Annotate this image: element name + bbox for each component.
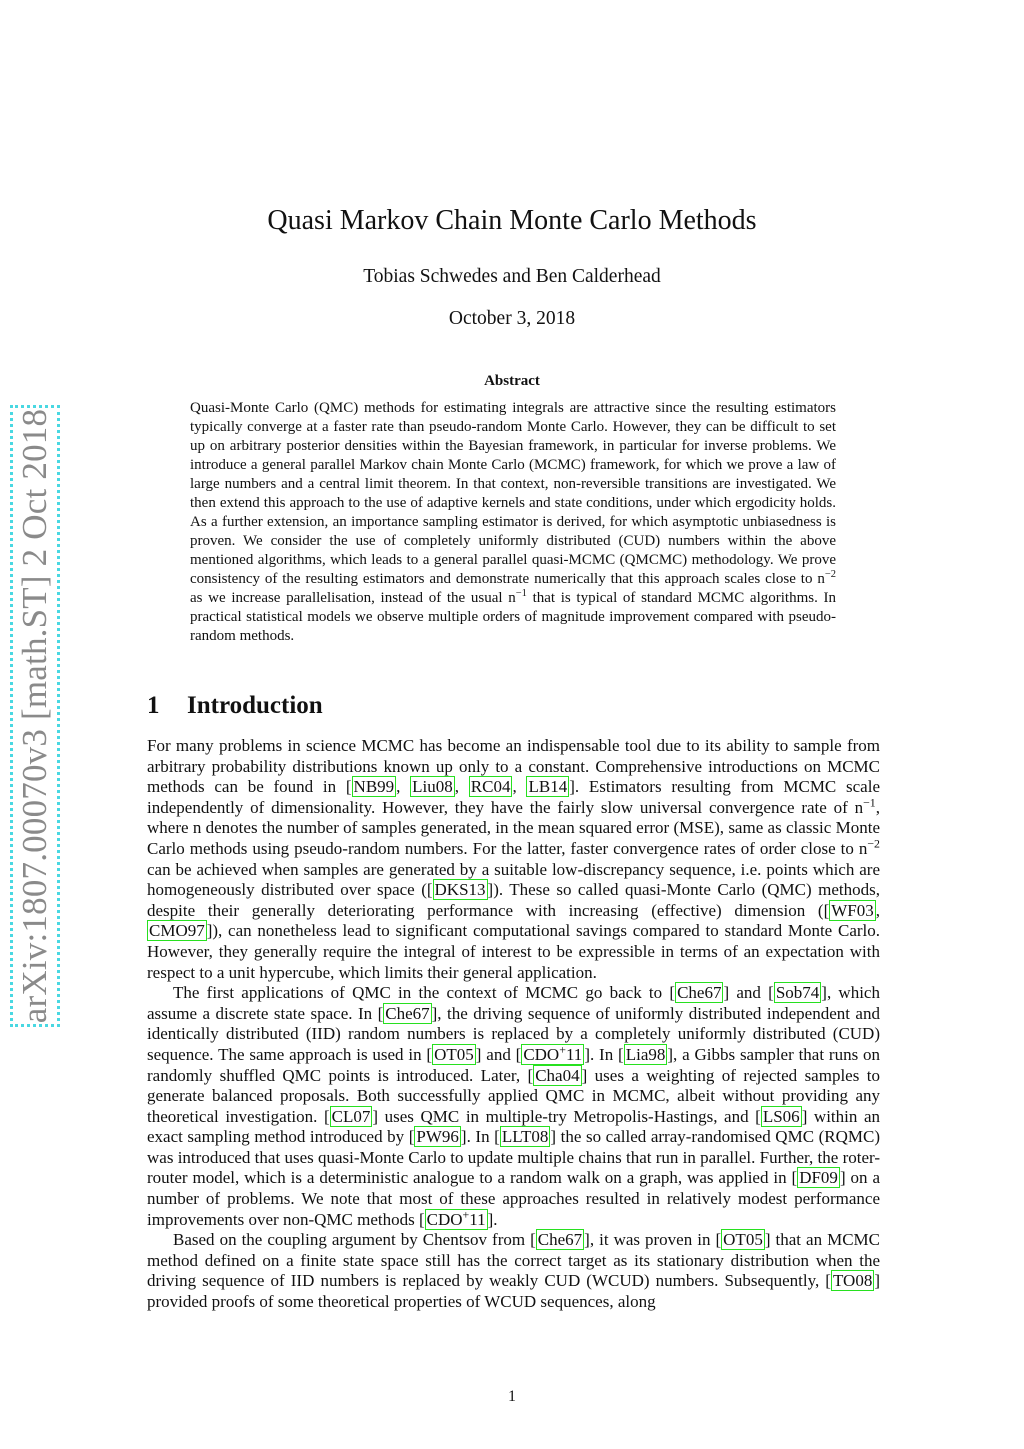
- citation-link[interactable]: DKS13: [434, 880, 486, 900]
- paper-date: October 3, 2018: [448, 308, 576, 329]
- arxiv-side-label[interactable]: [10, 405, 60, 1027]
- citation-link[interactable]: NB99: [353, 777, 395, 797]
- citation-link[interactable]: Cha04: [535, 1065, 580, 1085]
- paper-title: Quasi Markov Chain Monte Carlo Methods: [267, 205, 757, 236]
- citation-link[interactable]: OT05: [723, 1230, 763, 1250]
- citation-link[interactable]: LLT08: [501, 1127, 549, 1147]
- intro-body: [147, 736, 880, 1313]
- citation-link[interactable]: LB14: [528, 777, 568, 797]
- citation-link[interactable]: CL07: [331, 1106, 371, 1126]
- citation-link[interactable]: LS06: [762, 1106, 800, 1126]
- section-heading: [147, 692, 323, 720]
- citation-link[interactable]: Che67: [677, 983, 722, 1003]
- citation-link[interactable]: CDO+11: [426, 1207, 486, 1229]
- citation-link[interactable]: CDO+11: [523, 1042, 583, 1064]
- citation-link[interactable]: PW96: [416, 1127, 459, 1147]
- citation-link[interactable]: DF09: [799, 1168, 838, 1188]
- section-title: Introduction: [187, 692, 323, 719]
- paragraph: Based on the coupling argument by Chentsov from [ Che67 ], it was proven in [ OT05 ] that an MCMC method defined on a finite state space still has the correct target as its stationary distribution when the driving sequence of IID numbers is replaced by weakly CUD (WCUD) numbers. Subsequently, [ TO08 ] provided proofs of some theoretical properties of WCUD sequences, along: [147, 1230, 880, 1312]
- abstract-body: Quasi-Monte Carlo (QMC) methods for estimating integrals are attractive since the resulting estimators typically converge at a faster rate than pseudo-random Monte Carlo. However, they can be difficult to set up on arbitrary posterior densities within the Bayesian framework, in particular for inverse problems. We introduce a general parallel Markov chain Monte Carlo (MCMC) framework, for which we prove a law of large numbers and a central limit theorem. In that context, non-reversible transitions are investigated. We then extend this approach to the use of adaptive kernels and state conditions, under which ergodicity holds. As a further extension, an importance sampling estimator is derived, for which asymptotic unbiasedness is proven. We consider the use of completely uniformly distributed (CUD) numbers within the above mentioned algorithms, which leads to a general parallel quasi-MCMC (QMCMC) methodology. We prove consistency of the resulting estimators and demonstrate numerically that this approach scales close to $n^{-2}$ as we increase parallelisation, instead of the usual $n^{-1}$ that is typical of standard MCMC algorithms. In practical statistical models we observe multiple orders of magnitude improvement compared with pseudo-random methods.: [190, 400, 837, 644]
- citation-link[interactable]: WF03: [831, 900, 874, 920]
- abstract-heading: Abstract: [484, 373, 540, 389]
- citation-link[interactable]: CMO97: [149, 921, 205, 941]
- citation-link[interactable]: RC04: [470, 777, 511, 797]
- citation-link[interactable]: Che67: [385, 1003, 430, 1023]
- paragraph: For many problems in science MCMC has become an indispensable tool due to its ability to sample from arbitrary probability distributions known up only to a constant. Comprehensive introductions on MCMC methods can be found in [ NB99 , Liu08 , RC04 , LB14 ]. Estimators resulting from MCMC scale independently of dimensionality. However, they have the fairly slow universal convergence rate of $n^{-1}$, where n denotes the number of samples generated, in the mean squared error (MSE), same as classic Monte Carlo methods using pseudo-random numbers. For the latter, faster convergence rates of order close to $n^{-2}$ can be achieved when samples are generated by a suitable low-discrepancy sequence, i.e. points which are homogeneously distributed over space ([ DKS13 ]). These so called quasi-Monte Carlo (QMC) methods, despite their generally deteriorating performance with increasing (effective) dimension ([ WF03 , CMO97 ]), can nonetheless lead to significant computational savings compared to standard Monte Carlo. However, they generally require the integral of interest to be expressible in terms of an expectation with respect to a unit hypercube, which limits their general application.: [147, 736, 880, 982]
- page-number: 1: [508, 1388, 516, 1405]
- citation-link[interactable]: Che67: [537, 1230, 583, 1250]
- citation-link[interactable]: Sob74: [775, 983, 820, 1003]
- citation-link[interactable]: Liu08: [412, 777, 453, 797]
- arxiv-identifier[interactable]: arXiv:1807.00070v3 [math.ST] 2 Oct 2018: [15, 408, 54, 1024]
- section-number: 1: [147, 692, 160, 719]
- citation-link[interactable]: Lia98: [625, 1044, 666, 1064]
- paragraph: The first applications of QMC in the context of MCMC go back to [ Che67 ] and [ Sob74 ], which assume a discrete state space. In [ Che67 ], the driving sequence of uniformly distributed independent and identically distributed (IID) random numbers is replaced by a completely uniformly distributed (CUD) sequence. The same approach is used in [ OT05 ] and [ CDO+11 ]. In [ Lia98 ], a Gibbs sampler that runs on randomly shuffled QMC points is introduced. Later, [ Cha04 ] uses a weighting of rejected samples to generate balanced proposals. Both successfully applied QMC in MCMC, albeit without providing any theoretical investigation. [ CL07 ] uses QMC in multiple-try Metropolis-Hastings, and [ LS06 ] within an exact sampling method introduced by [ PW96 ]. In [ LLT08 ] the so called array-randomised QMC (RQMC) was introduced that uses quasi-Monte Carlo to update multiple chains that run in parallel. Further, the roter-router model, which is a deterministic analogue to a random walk on a graph, was applied in [ DF09 ] on a number of problems. We note that most of these approaches resulted in relatively modest performance improvements over non-QMC methods [ CDO+11 ].: [147, 983, 881, 1229]
- citation-link[interactable]: OT05: [434, 1044, 474, 1064]
- citation-link[interactable]: TO08: [832, 1271, 873, 1291]
- paper-authors: Tobias Schwedes and Ben Calderhead: [363, 266, 661, 287]
